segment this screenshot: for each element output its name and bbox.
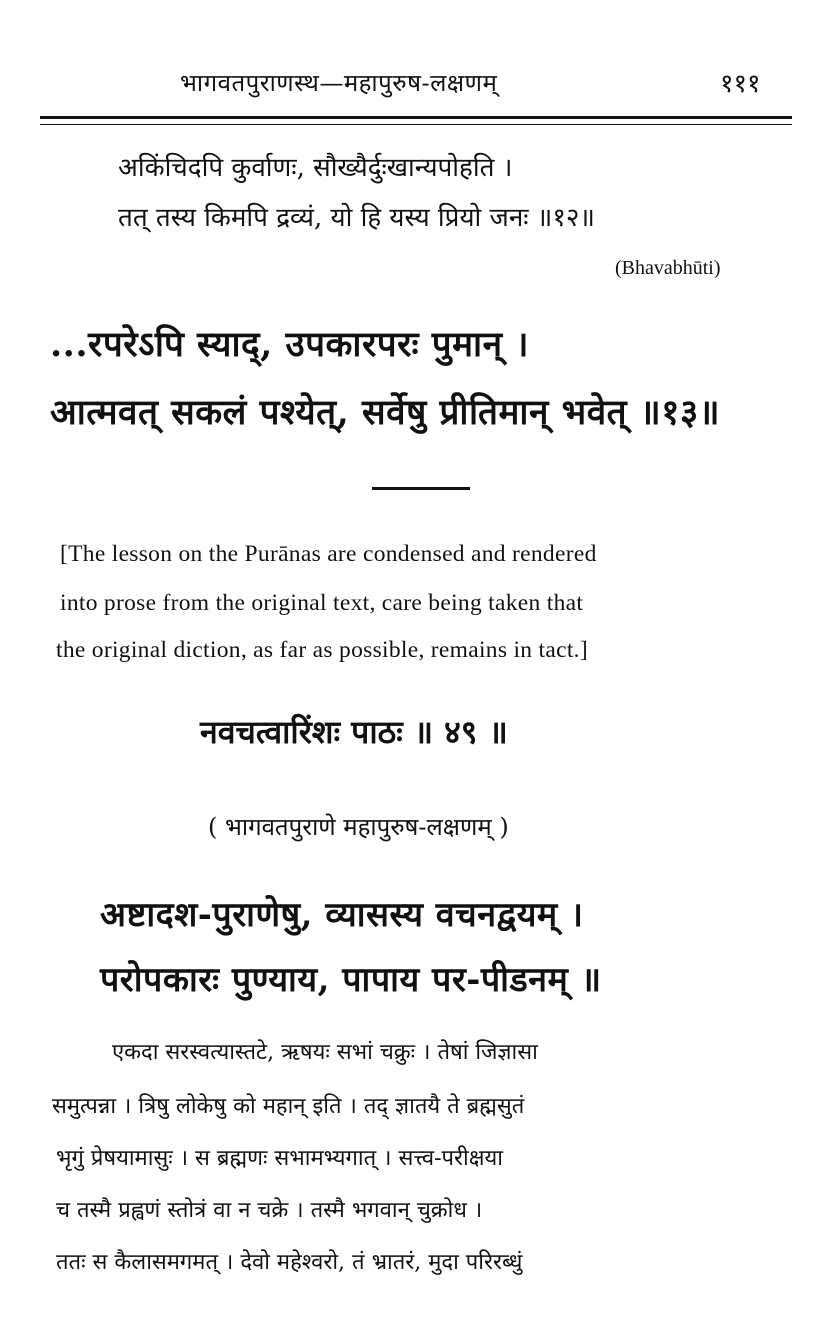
header-rule-thick [40,116,792,119]
prose-line-5: ततः स कैलासमगमत् । देवो महेश्वरो, तं भ्रातरं, मुदा परिरब्धुं [56,1250,523,1275]
editorial-note-line-2: into prose from the original text, care being taken that [60,590,584,616]
verse-12-line-2: तत् तस्य किमपि द्रव्यं, यो हि यस्य प्रियो जनः ॥१२॥ [118,203,595,233]
section-divider [372,487,470,490]
prose-line-4: च तस्मै प्रह्वणं स्तोत्रं वा न चक्रे । तस्मै भगवान् चुक्रोध । [56,1198,483,1223]
verse-attribution: (Bhavabhūti) [615,257,721,279]
editorial-note-line-1: [The lesson on the Purānas are condensed and rendered [60,541,597,567]
verse-13-line-2: आत्मवत् सकलं पश्येत्, सर्वेषु प्रीतिमान् भवेत् ॥१३॥ [50,392,721,433]
verse-12-line-1: अकिंचिदपि कुर्वाणः, सौख्यैर्दुःखान्यपोहति । [118,153,513,183]
prose-line-3: भृगुं प्रेषयामासुः । स ब्रह्मणः सभामभ्यगात् । सत्त्व-परीक्षया [56,1146,503,1171]
header-rule-thin [40,124,792,125]
editorial-note-line-3: the original diction, as far as possible, remains in tact.] [56,637,588,663]
prose-line-2: समुत्पन्ना । त्रिषु लोकेषु को महान् इति । तद् ज्ञातयै ते ब्रह्मसुतं [52,1094,525,1119]
lesson-subtitle: ( भागवतपुराणे महापुरुष-लक्षणम् ) [208,813,509,841]
running-title: भागवतपुराणस्थ—महापुरुष-लक्षणम् [180,69,498,97]
main-verse-line-2: परोपकारः पुण्याय, पापाय पर-पीडनम् ॥ [100,960,602,1000]
verse-13-line-1: ...रपरेऽपि स्याद्, उपकारपरः पुमान् । [50,324,529,365]
main-verse-line-1: अष्टादश-पुराणेषु, व्यासस्य वचनद्वयम् । [100,895,584,935]
lesson-title: नवचत्वारिंशः पाठः ॥ ४९ ॥ [200,713,508,751]
prose-line-1: एकदा सरस्वत्यास्तटे, ऋषयः सभां चक्रुः । तेषां जिज्ञासा [112,1040,538,1065]
page-number: १११ [720,69,761,99]
